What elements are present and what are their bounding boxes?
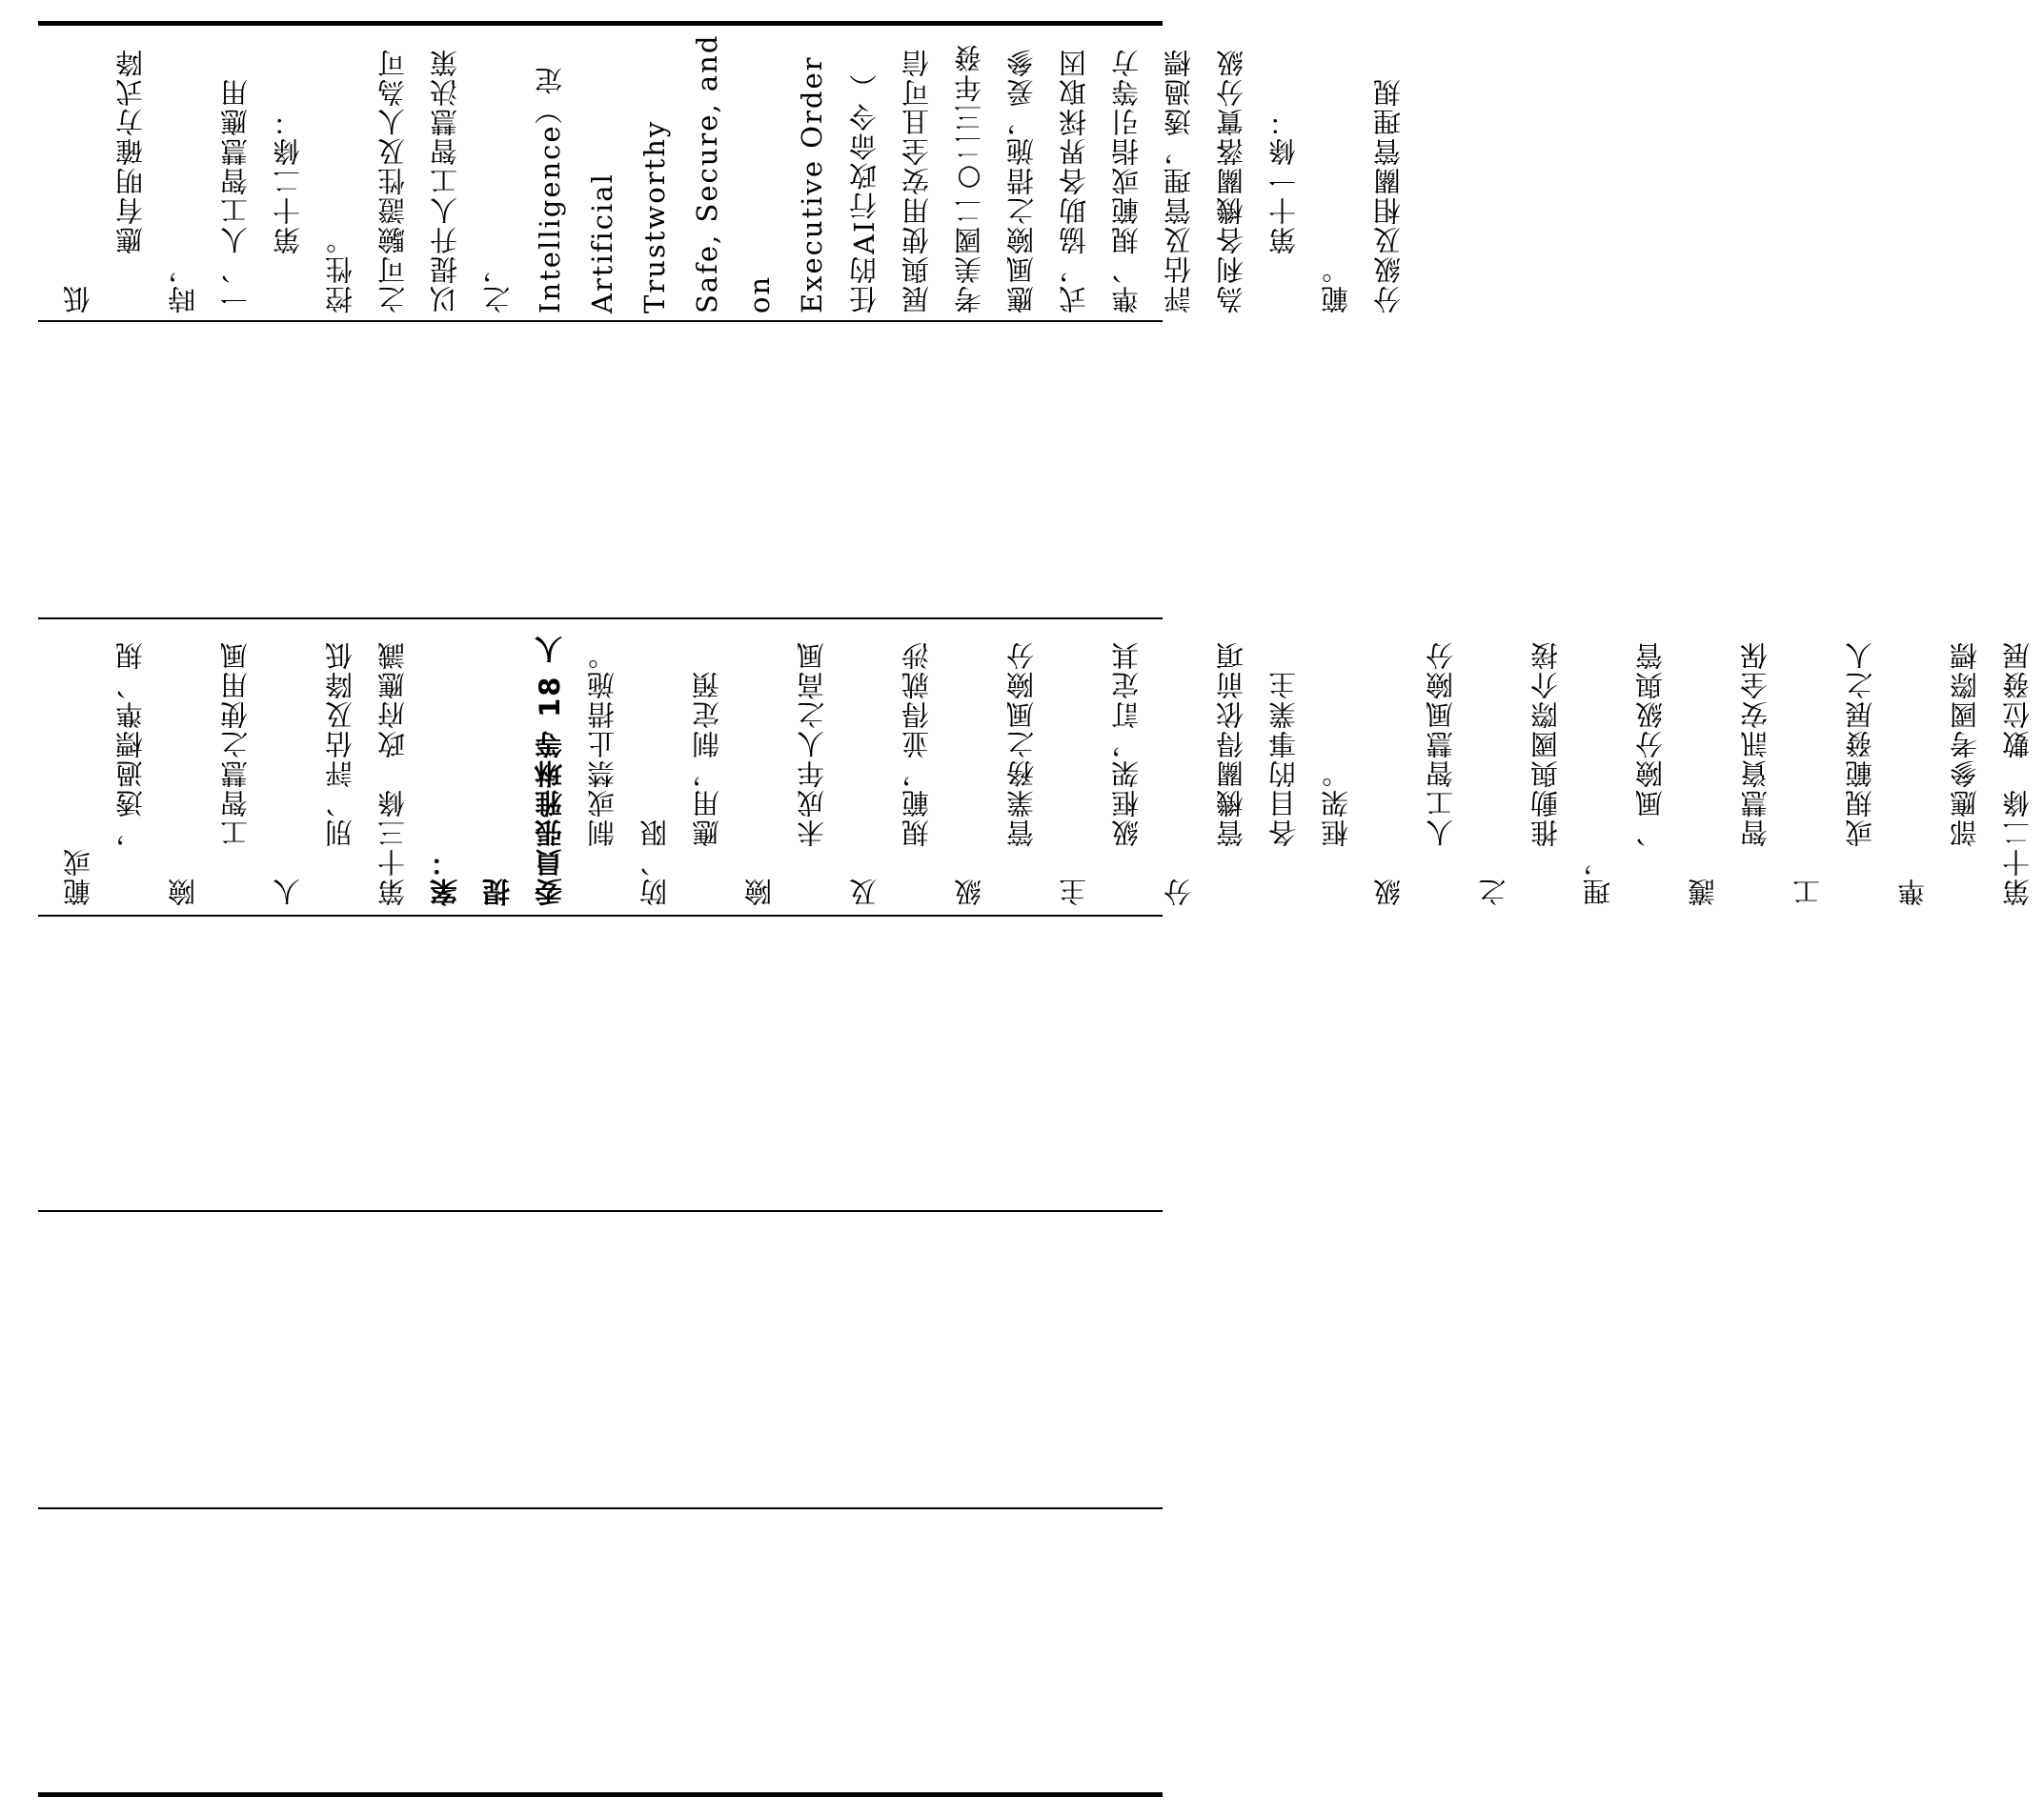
text-line: 或規範發展之人工 — [1791, 640, 1876, 906]
text-line: 人工智慧風險分級 — [1372, 640, 1457, 906]
text-line: 規範，並得就涉及 — [848, 640, 933, 906]
table-row — [52, 29, 1405, 319]
text-line: 智慧資訊安全保護 — [1687, 640, 1771, 906]
text-line: 為利各機關落實分級 — [1215, 48, 1247, 313]
row-divider — [38, 617, 1163, 619]
row-divider — [38, 1507, 1163, 1509]
text-line: 委員張雅琳等 18 人提 — [481, 634, 566, 906]
text-line: Safe, Secure, and — [691, 33, 723, 313]
text-line: 推動與國際介接之 — [1477, 640, 1562, 906]
row-divider — [38, 320, 1163, 322]
text-line: 別、評估及降低人 — [272, 640, 356, 906]
text-line: 工智慧之使用風險 — [167, 640, 252, 906]
text-line: 式，協助各界採取因 — [1058, 48, 1090, 313]
row-text — [52, 29, 1415, 313]
text-line: 第十一條： — [1267, 107, 1300, 313]
row-divider — [38, 1210, 1163, 1212]
text-line: 第十二條 數位發展 — [2001, 640, 2034, 906]
text-line: 應風險之措施，爰參 — [1005, 48, 1038, 313]
text-line: 評估及管理，透過標 — [1163, 48, 1195, 313]
text-line: 級框架，訂定其主 — [1058, 640, 1143, 906]
text-line: 管機關得依前項分 — [1163, 640, 1247, 906]
table-row — [52, 621, 2034, 912]
bottom-border — [38, 1792, 1163, 1797]
text-line: 控性。 — [324, 225, 356, 313]
text-line: Artificial — [586, 172, 618, 313]
text-line: Intelligence）定之， — [481, 65, 566, 313]
text-line: 任的AI行政命令（ — [848, 71, 880, 313]
text-line: 以提升人工智慧決策 — [429, 48, 461, 313]
text-line: 應用，制定預防、限 — [638, 670, 723, 906]
text-line: ，透過標準、規範或 — [62, 640, 147, 906]
text-line: 考美國二○二三年發 — [953, 43, 985, 313]
text-line: 框架。 — [1320, 758, 1352, 906]
row-divider — [38, 915, 1163, 917]
text-line: 未成年人之高風險 — [743, 640, 828, 906]
text-line: 制或禁止措施。 — [586, 640, 618, 906]
text-line: 、風險分級與管理， — [1582, 640, 1667, 906]
text-line: 展與使用安全且可信 — [901, 48, 933, 313]
text-line: 第十二條： — [272, 107, 304, 313]
text-line: 管業務之風險分級 — [953, 640, 1038, 906]
text-line: 準、規範或指引等方 — [1110, 48, 1143, 313]
top-border — [38, 21, 1163, 26]
text-line: 一、人工智慧應用時， — [167, 77, 252, 313]
text-line: 第十三條 政府應識 — [376, 640, 409, 906]
text-line: 之可驗證性及人為可 — [376, 48, 409, 313]
text-line: 分級及相關管理規 — [1372, 77, 1405, 313]
text-line: Executive Order on — [743, 45, 828, 313]
text-line: 案： — [429, 847, 461, 906]
text-line: Trustworthy — [638, 119, 671, 313]
text-line: 部應參考國際標準 — [1896, 640, 1981, 906]
text-line: 範。 — [1320, 254, 1352, 313]
text-line: 各目的事業主 — [1267, 670, 1300, 906]
text-line: 應有明確方式降低 — [62, 48, 147, 313]
row-text — [52, 621, 2044, 906]
